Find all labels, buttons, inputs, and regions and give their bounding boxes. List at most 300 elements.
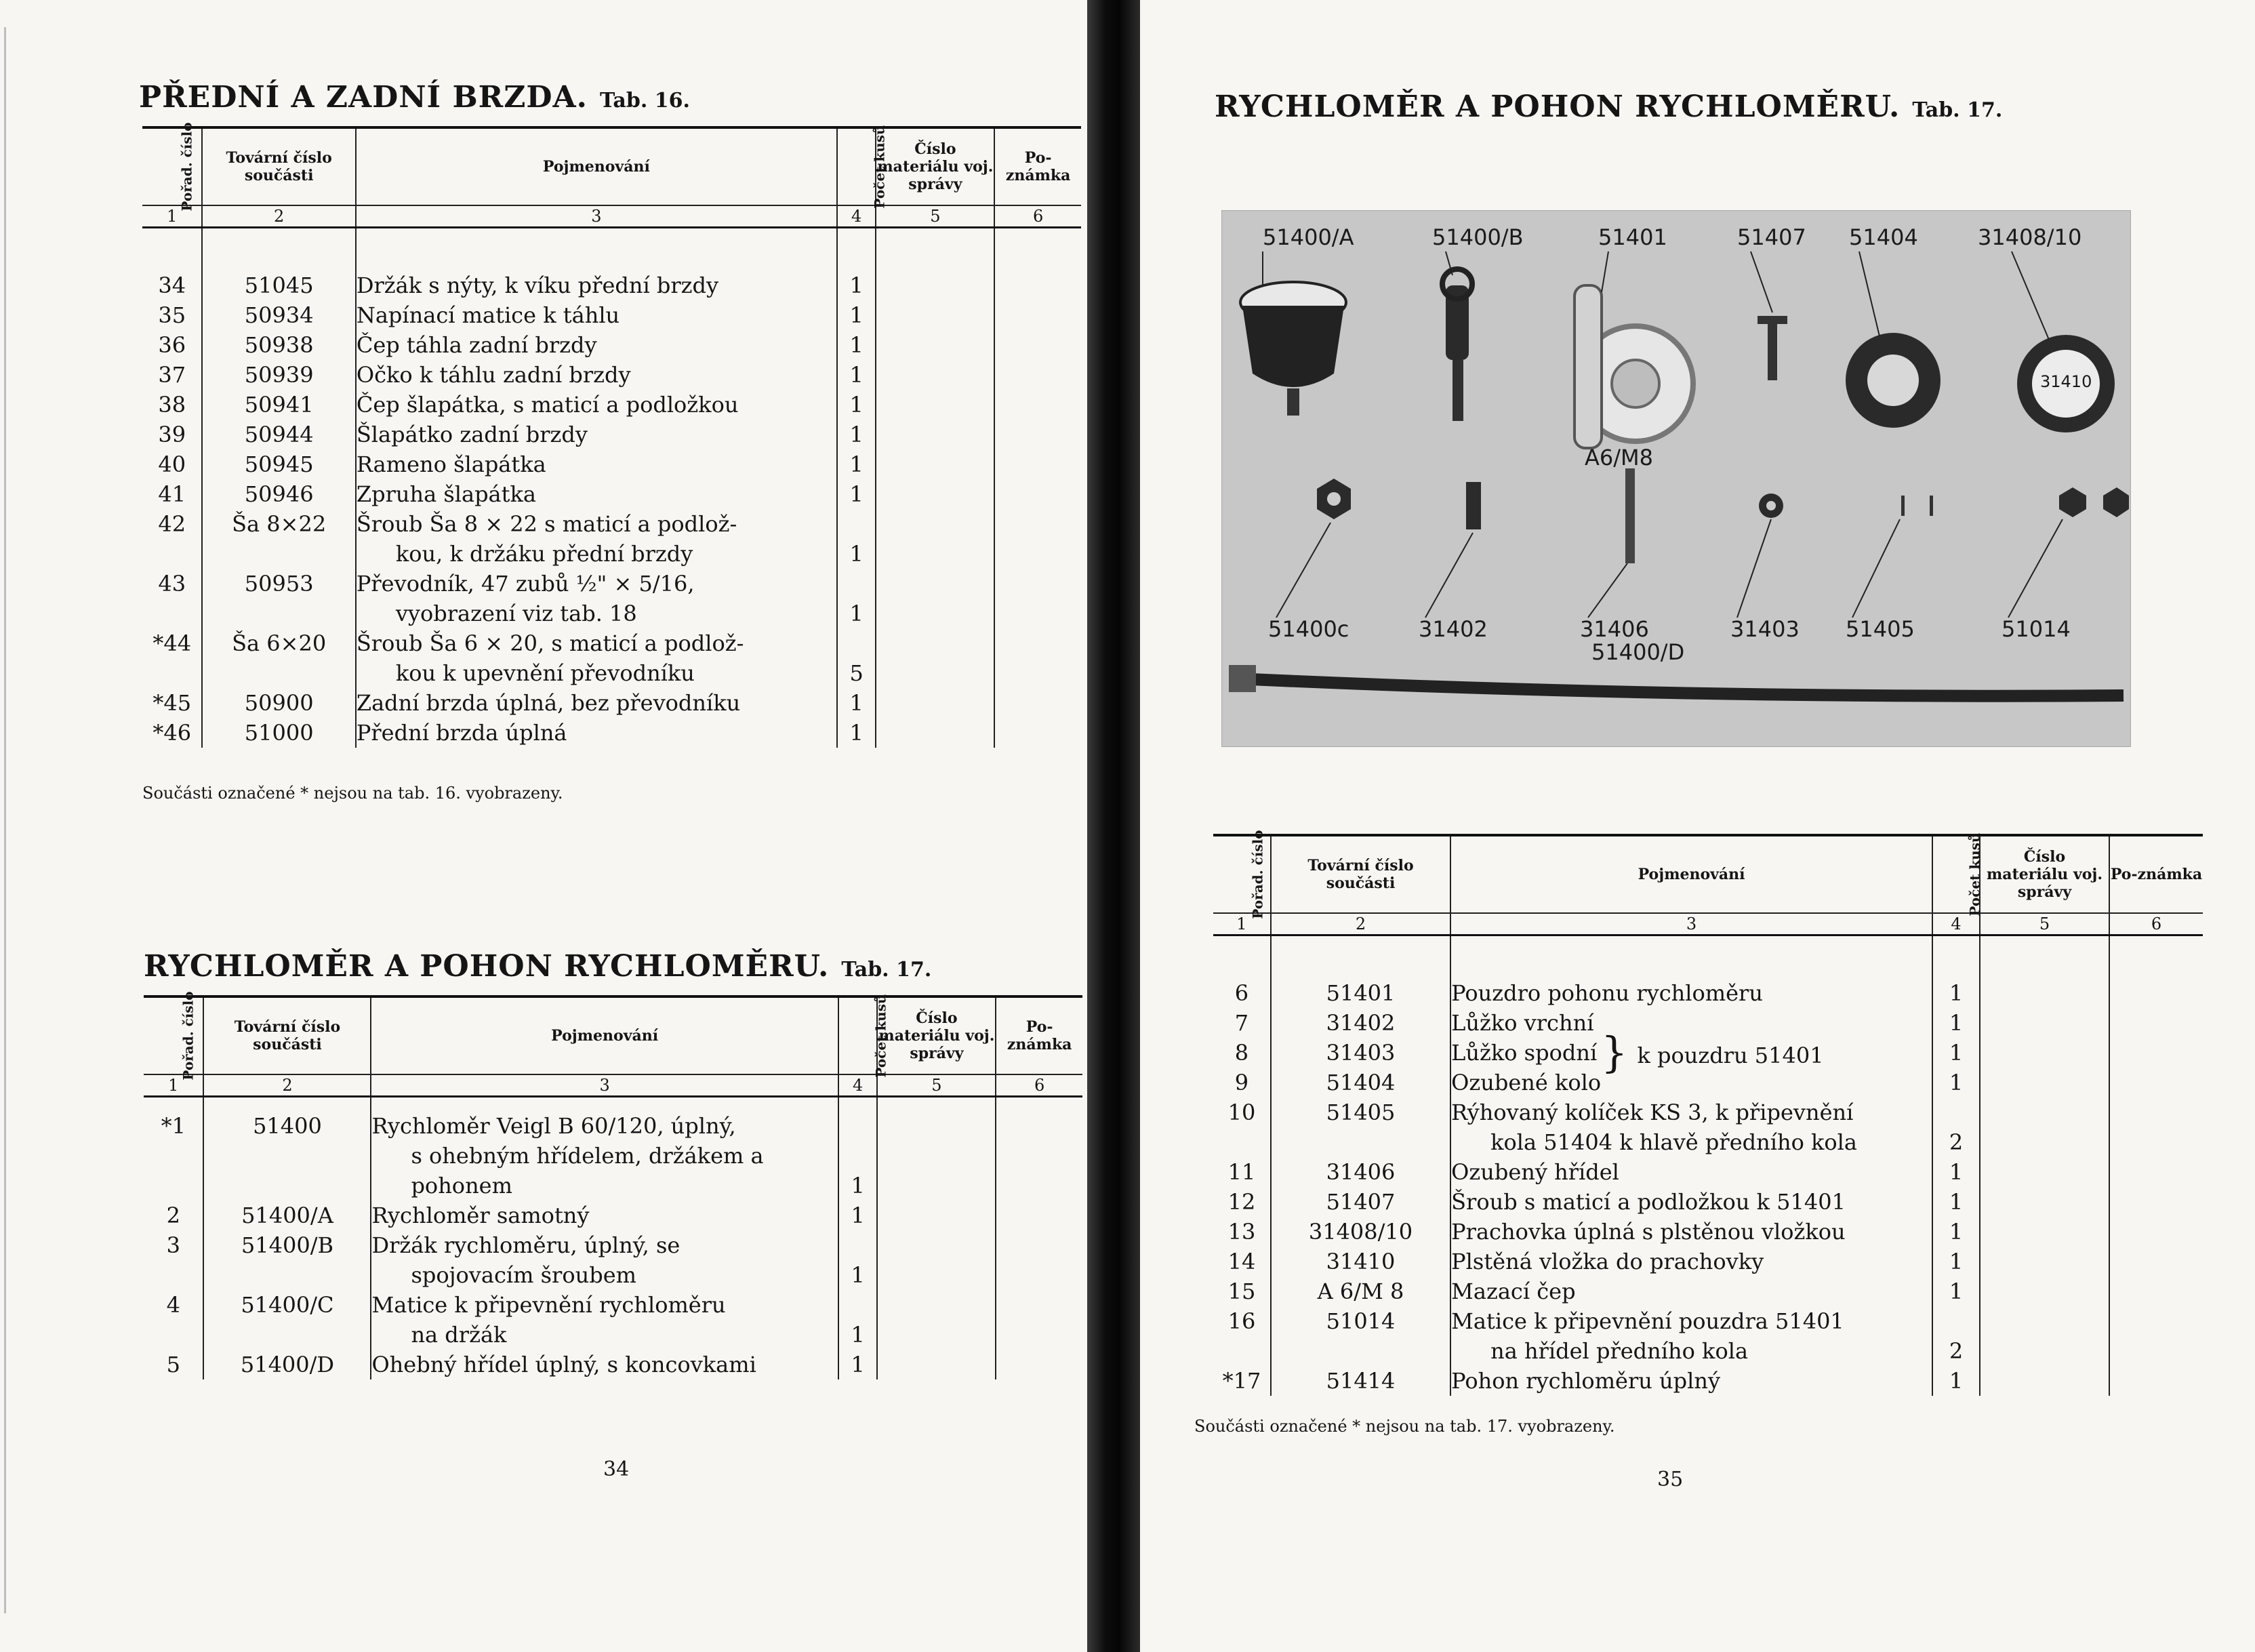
row-number: 4 [166,1292,180,1318]
col-number: 3 [371,1074,838,1097]
factory-number [203,1260,371,1290]
factory-number [203,1320,371,1350]
material-number [877,1290,996,1320]
part-name: Rychloměr samotný [371,1201,838,1230]
note-cell [994,360,1081,390]
row-number: 15 [1227,1278,1256,1304]
material-number [877,1320,996,1350]
col-header-qty: Počet kusů [838,996,878,1074]
note-cell [996,1171,1082,1201]
table-row [1213,1187,2203,1217]
table-row [142,479,1081,509]
factory-number: 51414 [1271,1366,1450,1396]
quantity: 5 [837,658,876,688]
table-row [1213,1217,2203,1247]
note-cell [994,390,1081,420]
table-row [1213,1247,2203,1276]
quantity: 1 [838,1171,878,1201]
note-cell [2109,978,2203,1008]
col-number: 1 [1213,913,1271,935]
factory-number: Ša 8×22 [202,509,355,539]
material-number [1980,1366,2109,1396]
gear-hole [1867,355,1919,406]
col-header-note: Po-známka [2109,835,2203,913]
row-number: 16 [1227,1308,1256,1334]
table-row [142,628,1081,658]
col-header-factory-no: Tovární číslo součásti [1271,835,1450,913]
photo-label: 51407 [1737,224,1806,250]
table-row [144,1171,1082,1201]
photo-label: 51400/B [1432,224,1524,250]
row-number: 35 [158,302,186,328]
factory-number: A 6/M 8 [1271,1276,1450,1306]
book-spine [1087,0,1140,1652]
factory-number [202,599,355,628]
row-number: 41 [158,481,186,507]
quantity: 1 [837,479,876,509]
quantity [838,1141,878,1171]
row-number: 40 [158,451,186,477]
curly-brace: } [1601,1028,1628,1077]
part-name: spojovacím šroubem [371,1260,838,1290]
row-number: *1 [161,1113,186,1139]
spacer-row [142,228,1081,271]
part-name: Ozubené kolo [1450,1068,1932,1097]
pin-51405 [1901,496,1905,516]
material-number [876,390,994,420]
table-row [142,420,1081,449]
part-name: Šroub s maticí a podložkou k 51401 [1450,1187,1932,1217]
material-number [876,420,994,449]
material-number [877,1230,996,1260]
part-name: Držák rychloměru, úplný, se [371,1230,838,1260]
photo-label: 31402 [1419,616,1488,642]
table-row [142,539,1081,569]
part-name: Rýhovaný kolíček KS 3, k připevnění [1450,1097,1932,1127]
quantity: 1 [837,300,876,330]
quantity: 1 [837,599,876,628]
factory-number [202,658,355,688]
row-number [144,1320,203,1350]
material-number [876,270,994,300]
photo-label: 31406 [1580,616,1649,642]
note-cell [2109,1306,2203,1336]
factory-number: 31402 [1271,1008,1450,1038]
note-cell [994,479,1081,509]
table-row [142,599,1081,628]
factory-number: 51400/A [203,1201,371,1230]
photo-label: 51014 [2002,616,2071,642]
material-number [876,718,994,748]
quantity: 1 [1932,1008,1980,1038]
page-34 [0,0,1087,1652]
factory-number: 50946 [202,479,355,509]
quantity [837,509,876,539]
row-number: 13 [1227,1219,1256,1245]
table-row [142,658,1081,688]
note-cell [994,509,1081,539]
factory-number: 50938 [202,330,355,360]
note-cell [994,569,1081,599]
quantity: 2 [1932,1127,1980,1157]
col-header-note: Po-známka [996,996,1082,1074]
col-header-material-no: Číslo materiálu voj. správy [1980,835,2109,913]
note-cell [2109,1157,2203,1187]
speedometer-cup-body [1242,306,1344,387]
material-number [1980,1008,2109,1038]
factory-number [1271,1336,1450,1366]
material-number [1980,1247,2109,1276]
col-header-name: Pojmenování [1450,835,1932,913]
row-number [142,599,202,628]
bracket-annotation: } k pouzdru 51401 [1601,1028,1824,1077]
col-header-note: Po-známka [994,127,1081,205]
row-number: 6 [1234,980,1249,1006]
drive-housing-hub [1612,360,1659,407]
row-number: 11 [1227,1159,1256,1185]
note-cell [2109,1187,2203,1217]
photo-label: 51400/A [1263,224,1354,250]
quantity [838,1230,878,1260]
flexible-shaft-end [1229,665,1256,692]
material-number [877,1201,996,1230]
factory-number: 50934 [202,300,355,330]
section-title-speedometer-right: RYCHLOMĚR A POHON RYCHLOMĚRU. Tab. 17. [1215,89,2003,124]
factory-number: 31410 [1271,1247,1450,1276]
note-cell [994,270,1081,300]
table-row [142,390,1081,420]
col-number: 5 [876,205,994,228]
note-cell [2109,1217,2203,1247]
part-name: Převodník, 47 zubů ½" × 5/16, [356,569,837,599]
quantity [1932,1306,1980,1336]
table-row [142,569,1081,599]
bushing-31402 [1466,482,1481,529]
col-header-material-no: Číslo materiálu voj. správy [877,996,996,1074]
table-row [142,718,1081,748]
row-number: 9 [1234,1070,1249,1095]
row-number: 10 [1227,1100,1256,1125]
table-row [144,1230,1082,1260]
table-row [1213,978,2203,1008]
flexible-shaft [1236,679,2124,696]
factory-number: 31406 [1271,1157,1450,1187]
col-header-order: Pořad. číslo [144,996,203,1074]
table-row [144,1290,1082,1320]
factory-number [1271,1127,1450,1157]
material-number [876,569,994,599]
factory-number: 50953 [202,569,355,599]
factory-number: 51000 [202,718,355,748]
screw-part [1768,319,1777,380]
material-number [876,360,994,390]
material-number [876,330,994,360]
part-name: Ohebný hřídel úplný, s koncovkami [371,1350,838,1379]
quantity [838,1111,878,1141]
material-number [1980,1187,2109,1217]
table-row [144,1350,1082,1379]
material-number [877,1111,996,1141]
part-name: Čep táhla zadní brzdy [356,330,837,360]
col-number: 6 [994,205,1081,228]
row-number: 34 [158,273,186,298]
part-name: Očko k táhlu zadní brzdy [356,360,837,390]
quantity: 1 [837,360,876,390]
factory-number: 50945 [202,449,355,479]
table-row [1213,1097,2203,1127]
photo-label: 51401 [1598,224,1667,250]
factory-number: 51400/D [203,1350,371,1379]
quantity: 1 [837,330,876,360]
spacer-row [144,1097,1082,1112]
note-cell [994,628,1081,658]
table-row [1213,1157,2203,1187]
quantity: 1 [837,270,876,300]
part-name: vyobrazení viz tab. 18 [356,599,837,628]
material-number [1980,1097,2109,1127]
material-number [1980,1157,2109,1187]
part-name: kola 51404 k hlavě předního kola [1450,1127,1932,1157]
factory-number: 51014 [1271,1306,1450,1336]
factory-number: 31403 [1271,1038,1450,1068]
note-cell [2109,1276,2203,1306]
col-number: 3 [1450,913,1932,935]
table-row [142,330,1081,360]
factory-number: 51401 [1271,978,1450,1008]
section-title-brakes: PŘEDNÍ A ZADNÍ BRZDA. Tab. 16. [139,80,690,115]
row-number: 5 [166,1352,180,1377]
factory-number: 51407 [1271,1187,1450,1217]
footnote-tab16: Součásti označené * nejsou na tab. 16. vyobrazeny. [142,784,563,803]
col-number: 1 [142,205,202,228]
quantity: 1 [1932,1187,1980,1217]
quantity [1932,1097,1980,1127]
page-35 [1140,0,2255,1652]
material-number [1980,1068,2109,1097]
part-name: Zpruha šlapátka [356,479,837,509]
col-header-name: Pojmenování [371,996,838,1074]
material-number [876,300,994,330]
col-header-order: Pořad. číslo [1213,835,1271,913]
photo-label: 31410 [2040,372,2092,391]
material-number [876,449,994,479]
material-number [1980,1038,2109,1068]
col-number: 5 [877,1074,996,1097]
drive-housing-neck [1575,285,1602,448]
table-row [142,509,1081,539]
row-number: 7 [1234,1010,1249,1036]
material-number [877,1350,996,1379]
photo-label: 31408/10 [1978,224,2082,250]
factory-number: 50944 [202,420,355,449]
col-number: 4 [1932,913,1980,935]
material-number [1980,1276,2109,1306]
part-name: Rychloměr Veigl B 60/120, úplný, [371,1111,838,1141]
speedometer-cup-stem [1287,388,1299,416]
nut-51014 [2059,487,2086,517]
screw-head [1758,316,1787,324]
material-number [876,688,994,718]
material-number [1980,978,2109,1008]
quantity: 1 [837,539,876,569]
col-header-name: Pojmenování [356,127,837,205]
note-cell [996,1350,1082,1379]
material-number [1980,1217,2109,1247]
note-cell [994,688,1081,718]
row-number: 8 [1234,1040,1249,1066]
factory-number [202,539,355,569]
material-number [876,479,994,509]
quantity: 1 [1932,1276,1980,1306]
row-number: 42 [158,511,186,537]
part-name: Prachovka úplná s plstěnou vložkou [1450,1217,1932,1247]
page-edge-line [4,27,6,1613]
row-number: 14 [1227,1249,1256,1274]
row-number: 3 [166,1232,180,1258]
factory-number: 50900 [202,688,355,718]
table-row [142,270,1081,300]
col-header-factory-no: Tovární číslo součásti [202,127,355,205]
note-cell [2109,1247,2203,1276]
photo-label: 51400c [1268,616,1349,642]
col-number: 1 [144,1074,203,1097]
note-cell [994,300,1081,330]
note-cell [2109,1097,2203,1127]
note-cell [2109,1038,2203,1068]
quantity: 1 [1932,978,1980,1008]
note-cell [994,539,1081,569]
col-number: 4 [838,1074,878,1097]
col-header-order: Pořad. číslo [142,127,202,205]
part-name: Napínací matice k táhlu [356,300,837,330]
spacer-row [1213,935,2203,979]
factory-number: 51400 [203,1111,371,1141]
material-number [877,1171,996,1201]
row-number: 39 [158,422,186,447]
col-number: 5 [1980,913,2109,935]
part-name: Čep šlapátka, s maticí a podložkou [356,390,837,420]
table-row [1213,1306,2203,1336]
factory-number: 31408/10 [1271,1217,1450,1247]
photo-label: A6/M8 [1585,445,1653,470]
note-cell [994,330,1081,360]
note-cell [2109,1336,2203,1366]
table-row [142,449,1081,479]
table-row [1213,1276,2203,1306]
quantity: 1 [837,688,876,718]
note-cell [2109,1008,2203,1038]
part-name: Šroub Ša 6 × 20, s maticí a podlož- [356,628,837,658]
quantity: 1 [1932,1366,1980,1396]
row-number: *17 [1222,1368,1261,1394]
quantity: 1 [1932,1157,1980,1187]
part-name: Pouzdro pohonu rychloměru [1450,978,1932,1008]
note-cell [2109,1068,2203,1097]
note-cell [996,1201,1082,1230]
brakes-parts-table [142,122,1081,748]
factory-number: 51404 [1271,1068,1450,1097]
factory-number: 50941 [202,390,355,420]
part-name: Pohon rychloměru úplný [1450,1366,1932,1396]
table-row [144,1141,1082,1171]
col-header-factory-no: Tovární číslo součásti [203,996,371,1074]
material-number [876,539,994,569]
part-name: Přední brzda úplná [356,718,837,748]
table-row [142,360,1081,390]
note-cell [996,1111,1082,1141]
table-row [142,688,1081,718]
part-name: Lůžko vrchní [1450,1008,1932,1038]
shaft-31406 [1625,468,1635,563]
quantity: 2 [1932,1336,1980,1366]
factory-number: Ša 6×20 [202,628,355,658]
photo-label: 31403 [1730,616,1800,642]
row-number: 12 [1227,1189,1256,1215]
part-name: Plstěná vložka do prachovky [1450,1247,1932,1276]
col-number: 6 [996,1074,1082,1097]
row-number: *45 [153,690,192,716]
table-row [1213,1336,2203,1366]
row-number [144,1171,203,1201]
quantity: 1 [838,1260,878,1290]
factory-number: 50939 [202,360,355,390]
material-number [876,658,994,688]
page-number: 34 [603,1457,630,1481]
table-row [142,300,1081,330]
note-cell [994,449,1081,479]
part-name: kou, k držáku přední brzdy [356,539,837,569]
row-number: 37 [158,362,186,388]
footnote-tab17: Součásti označené * nejsou na tab. 17. vyobrazeny. [1194,1417,1615,1436]
part-name: Šlapátko zadní brzdy [356,420,837,449]
col-header-qty: Počet kusů [1932,835,1980,913]
quantity: 1 [838,1350,878,1379]
row-number: 38 [158,392,186,418]
photo-label: 51405 [1846,616,1915,642]
quantity [837,569,876,599]
col-number: 2 [203,1074,371,1097]
part-name: Matice k připevnění rychloměru [371,1290,838,1320]
material-number [877,1260,996,1290]
part-name: Lůžko spodní [1450,1038,1932,1068]
factory-number [203,1171,371,1201]
photo-label: 51404 [1849,224,1918,250]
quantity [837,628,876,658]
material-number [1980,1306,2109,1336]
row-number [142,658,202,688]
part-name: Ozubený hřídel [1450,1157,1932,1187]
col-number: 6 [2109,913,2203,935]
factory-number: 51405 [1271,1097,1450,1127]
row-number [144,1260,203,1290]
col-number: 4 [837,205,876,228]
part-name: Šroub Ša 8 × 22 s maticí a podlož- [356,509,837,539]
table-row [144,1320,1082,1350]
photo-label: 51400/D [1591,639,1685,665]
factory-number: 51400/B [203,1230,371,1260]
bracket-arm [1452,360,1463,421]
row-number: 36 [158,332,186,358]
part-name: Matice k připevnění pouzdra 51401 [1450,1306,1932,1336]
note-cell [2109,1366,2203,1396]
factory-number: 51045 [202,270,355,300]
note-cell [2109,1127,2203,1157]
part-name: Rameno šlapátka [356,449,837,479]
row-number [144,1141,203,1171]
parts-illustration [1222,211,2130,746]
quantity: 1 [838,1201,878,1230]
note-cell [996,1260,1082,1290]
